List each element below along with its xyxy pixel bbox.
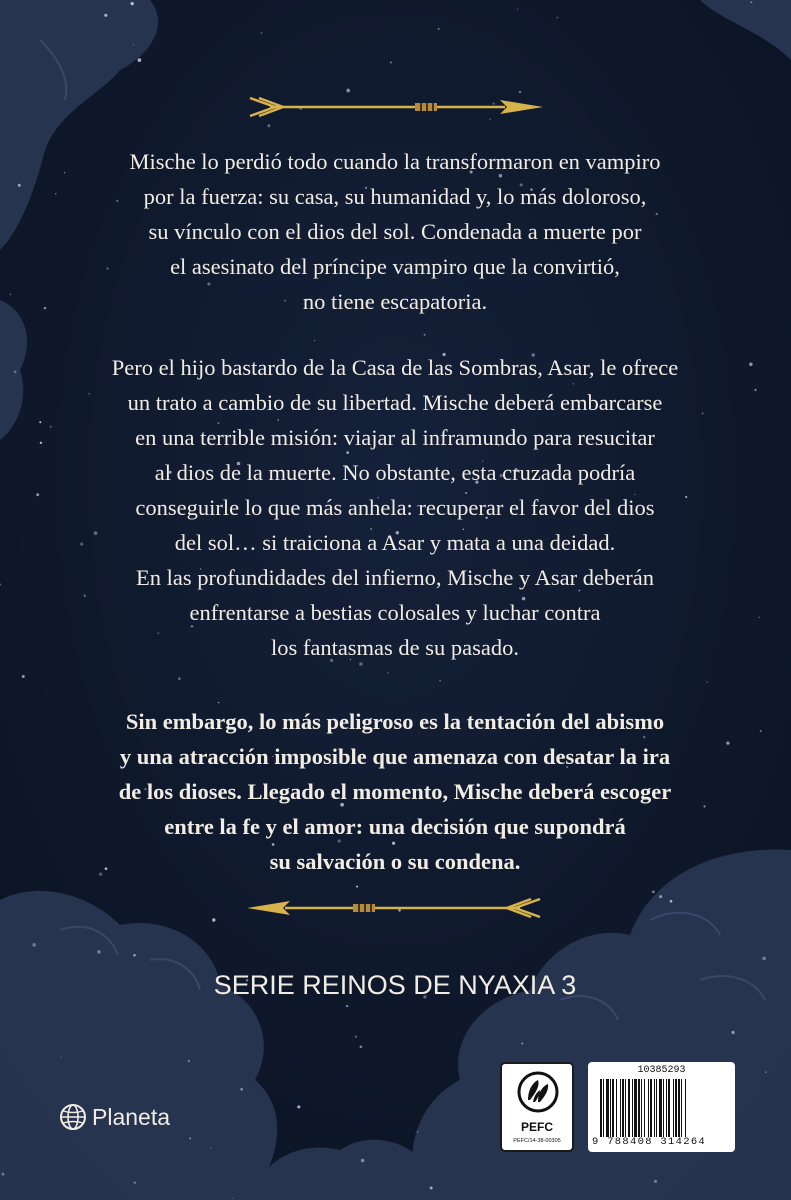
- barcode-icon: [600, 1079, 726, 1137]
- blurb-line: entre la fe y el amor: una decisión que supondrá: [164, 814, 626, 839]
- star: [40, 442, 42, 444]
- star: [430, 1186, 433, 1189]
- star: [703, 805, 705, 807]
- barcode-bar: [610, 1079, 611, 1137]
- barcode-bar: [663, 1079, 664, 1137]
- star: [360, 1045, 363, 1048]
- star: [210, 1147, 211, 1148]
- star: [22, 675, 25, 678]
- barcode-bar: [644, 1079, 645, 1137]
- star: [762, 957, 766, 961]
- arrow-right-icon: [245, 92, 545, 122]
- pefc-certification: [500, 1062, 574, 1152]
- star: [652, 891, 655, 894]
- barcode-bar: [659, 1079, 662, 1137]
- star: [417, 1131, 418, 1132]
- pefc-label: PEFC: [520, 1120, 553, 1134]
- star: [36, 493, 39, 496]
- star: [232, 1198, 233, 1199]
- star: [765, 1071, 767, 1073]
- barcode-bar: [650, 1079, 652, 1137]
- barcode-bar: [681, 1079, 682, 1137]
- star: [760, 730, 762, 732]
- blurb-line: su salvación o su condena.: [269, 849, 521, 874]
- barcode-bar: [656, 1079, 657, 1137]
- star: [424, 334, 426, 336]
- star: [356, 886, 358, 888]
- barcode-bar: [634, 1079, 637, 1137]
- barcode-bar: [606, 1079, 609, 1137]
- star: [267, 124, 270, 127]
- star: [654, 1180, 657, 1183]
- star: [188, 1060, 190, 1062]
- star: [14, 370, 17, 373]
- star: [2, 1173, 5, 1176]
- star: [749, 363, 753, 367]
- barcode-bar: [648, 1079, 649, 1137]
- barcode-reference: 10385293: [637, 1065, 686, 1076]
- star: [84, 595, 86, 597]
- publisher-name: Planeta: [92, 1103, 171, 1130]
- star: [390, 62, 392, 64]
- barcode-bar: [678, 1079, 680, 1137]
- star: [346, 1005, 348, 1007]
- star: [32, 943, 36, 947]
- blurb-line: del sol… si traiciona a Asar y mata a una deidad.: [174, 530, 616, 555]
- star: [521, 1043, 523, 1045]
- blurb-line: enfrentarse a bestias colosales y luchar contra: [189, 600, 601, 625]
- blurb-line: Pero el hijo bastardo de la Casa de las Sombras, Asar, le ofrece: [111, 355, 679, 380]
- blurb-paragraph-2: [95, 350, 695, 665]
- star: [438, 28, 440, 30]
- barcode-bar: [620, 1079, 621, 1137]
- pefc-tree-icon: [516, 1070, 560, 1114]
- star: [212, 918, 215, 921]
- star: [557, 17, 559, 19]
- star: [659, 895, 662, 898]
- star: [732, 1031, 735, 1034]
- barcode-bar: [600, 1079, 602, 1137]
- star: [754, 389, 756, 391]
- arrow-left-icon: [245, 893, 545, 923]
- star: [39, 421, 41, 423]
- star: [80, 543, 83, 546]
- star: [702, 412, 704, 414]
- star: [88, 393, 89, 394]
- star: [131, 2, 134, 5]
- star: [18, 184, 21, 187]
- star: [758, 617, 759, 618]
- barcode-bar: [638, 1079, 640, 1137]
- barcode-bar: [632, 1079, 633, 1137]
- blurb-line: y una atracción imposible que amenaza con desatar la ira: [119, 744, 671, 769]
- blurb-line: un trato a cambio de su libertad. Mische deberá embarcarse: [127, 390, 663, 415]
- blurb-line: al dios de la muerte. No obstante, esta cruzada podría: [154, 460, 636, 485]
- blurb-line: su vínculo con el dios del sol. Condenada a muerte por: [148, 219, 642, 244]
- star: [240, 1088, 243, 1091]
- star: [361, 1159, 365, 1163]
- blurb-paragraph-3-bold: [95, 704, 695, 879]
- barcode-bar: [673, 1079, 674, 1137]
- star: [64, 172, 66, 174]
- barcode-bar: [622, 1079, 624, 1137]
- barcode-bar: [641, 1079, 642, 1137]
- star: [297, 1105, 300, 1108]
- blurb-line: de los dioses. Llegado el momento, Mische deberá escoger: [118, 779, 672, 804]
- blurb-line: en una terrible misión: viajar al inframundo para resucitar: [135, 425, 655, 450]
- star: [133, 954, 136, 957]
- barcode-bar: [625, 1079, 626, 1137]
- star: [134, 1182, 136, 1184]
- blurb-line: el asesinato del príncipe vampiro que la convirtió,: [170, 254, 620, 279]
- star: [189, 1138, 191, 1140]
- blurb-line: Mische lo perdió todo cuando la transformaron en vampiro: [129, 149, 661, 174]
- blurb-line: por la fuerza: su casa, su humanidad y, lo más doloroso,: [143, 184, 647, 209]
- isbn-number: 9 788408 314264: [592, 1136, 707, 1148]
- barcode-panel: [588, 1062, 735, 1152]
- barcode-bar: [675, 1079, 677, 1137]
- star: [517, 9, 518, 10]
- planet-globe-icon: [58, 1102, 88, 1132]
- star: [60, 1057, 61, 1058]
- barcode-bar: [628, 1079, 630, 1137]
- star: [104, 14, 107, 17]
- blurb-line: los fantasmas de su pasado.: [270, 635, 520, 660]
- star: [750, 1, 752, 3]
- star: [10, 294, 12, 296]
- star: [97, 950, 101, 954]
- pefc-code: PEFC/14-38-00305: [513, 1138, 561, 1144]
- star: [439, 680, 441, 682]
- blurb-line: En las profundidades del infierno, Mische y Asar deberán: [136, 565, 654, 590]
- publisher-logo: [58, 1102, 170, 1132]
- series-title: SERIE REINOS DE NYAXIA 3: [213, 970, 577, 1000]
- star: [44, 307, 47, 310]
- star: [726, 741, 729, 744]
- barcode-bar: [666, 1079, 667, 1137]
- blurb-line: no tiene escapatoria.: [302, 289, 488, 314]
- star: [314, 340, 315, 341]
- star: [138, 58, 142, 62]
- barcode-bar: [668, 1079, 670, 1137]
- star: [670, 900, 673, 903]
- star: [178, 677, 181, 680]
- barcode-bar: [616, 1079, 617, 1137]
- star: [261, 32, 262, 33]
- star: [55, 193, 56, 194]
- blurb-line: Sin embargo, lo más peligroso es la tentación del abismo: [125, 709, 665, 734]
- star: [387, 672, 389, 674]
- star: [133, 44, 134, 45]
- barcode-bar: [654, 1079, 655, 1137]
- star: [50, 426, 52, 428]
- star: [355, 1036, 357, 1038]
- barcode-bar: [603, 1079, 604, 1137]
- barcode-bar: [685, 1079, 686, 1137]
- blurb-paragraph-1: [95, 144, 695, 319]
- blurb-line: conseguirle lo que más anhela: recuperar el favor del dios: [135, 495, 655, 520]
- barcode-bar: [612, 1079, 614, 1137]
- star: [707, 681, 708, 682]
